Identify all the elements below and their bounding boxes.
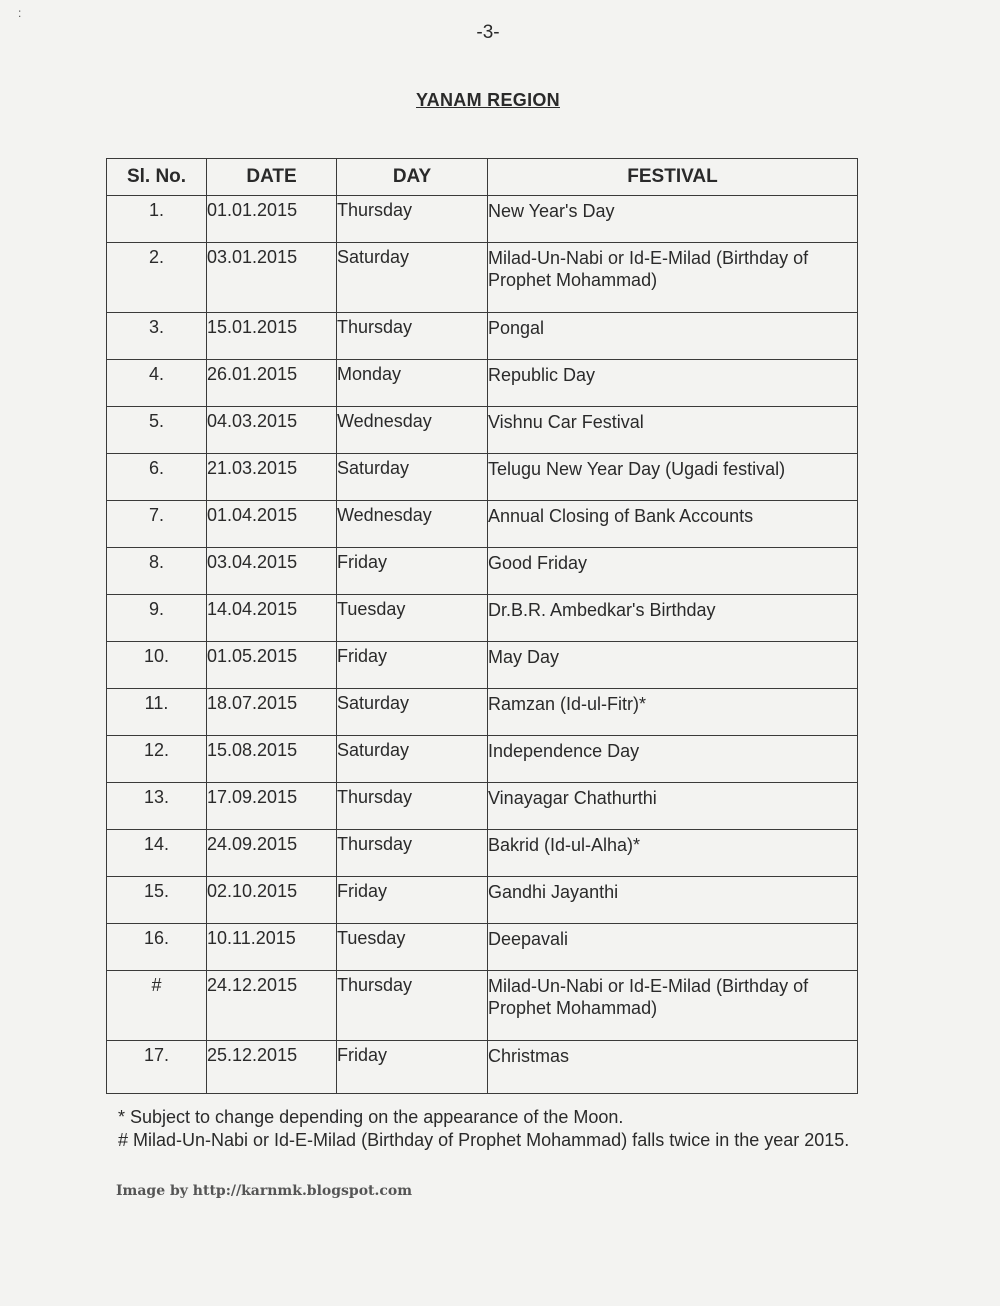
cell-festival: Vishnu Car Festival: [488, 407, 858, 454]
cell-festival: Christmas: [488, 1041, 858, 1094]
table-row: [107, 313, 858, 360]
cell-sl-no: 12.: [107, 736, 207, 783]
cell-festival: Good Friday: [488, 548, 858, 595]
cell-festival: Milad-Un-Nabi or Id-E-Milad (Birthday of Prophet Mohammad): [488, 243, 858, 313]
cell-sl-no: 7.: [107, 501, 207, 548]
cell-festival: Dr.B.R. Ambedkar's Birthday: [488, 595, 858, 642]
cell-sl-no: 15.: [107, 877, 207, 924]
cell-festival: Republic Day: [488, 360, 858, 407]
cell-festival: Annual Closing of Bank Accounts: [488, 501, 858, 548]
cell-day: Saturday: [337, 454, 488, 501]
image-credit: Image by http://karnmk.blogspot.com: [116, 1183, 413, 1199]
cell-festival: Deepavali: [488, 924, 858, 971]
footnote-asterisk: * Subject to change depending on the appearance of the Moon.: [118, 1107, 624, 1127]
cell-sl-no: 14.: [107, 830, 207, 877]
cell-date: 01.04.2015: [207, 501, 337, 548]
cell-sl-no: 17.: [107, 1041, 207, 1094]
cell-day: Wednesday: [337, 407, 488, 454]
table-row: [107, 196, 858, 243]
cell-date: 26.01.2015: [207, 360, 337, 407]
cell-festival: Independence Day: [488, 736, 858, 783]
column-header-day: DAY: [337, 159, 488, 196]
table-row: [107, 877, 858, 924]
table-row: [107, 454, 858, 501]
cell-day: Thursday: [337, 971, 488, 1041]
holiday-table: [106, 158, 858, 1094]
table-row: [107, 595, 858, 642]
column-header-date: DATE: [207, 159, 337, 196]
table-row: [107, 736, 858, 783]
table-row: [107, 243, 858, 313]
stray-mark: :: [18, 6, 22, 20]
cell-day: Friday: [337, 548, 488, 595]
cell-day: Saturday: [337, 243, 488, 313]
table-row: [107, 783, 858, 830]
cell-festival: Telugu New Year Day (Ugadi festival): [488, 454, 858, 501]
cell-day: Thursday: [337, 196, 488, 243]
cell-day: Tuesday: [337, 595, 488, 642]
table-row: [107, 971, 858, 1041]
cell-sl-no: 16.: [107, 924, 207, 971]
cell-day: Saturday: [337, 736, 488, 783]
cell-date: 24.09.2015: [207, 830, 337, 877]
cell-sl-no: 2.: [107, 243, 207, 313]
cell-date: 14.04.2015: [207, 595, 337, 642]
cell-festival: Pongal: [488, 313, 858, 360]
cell-date: 01.05.2015: [207, 642, 337, 689]
cell-day: Friday: [337, 642, 488, 689]
table-row: [107, 548, 858, 595]
cell-festival: Vinayagar Chathurthi: [488, 783, 858, 830]
cell-sl-no: 5.: [107, 407, 207, 454]
cell-sl-no: 9.: [107, 595, 207, 642]
cell-sl-no: 4.: [107, 360, 207, 407]
table-row: [107, 689, 858, 736]
cell-sl-no: 3.: [107, 313, 207, 360]
cell-festival: May Day: [488, 642, 858, 689]
cell-date: 01.01.2015: [207, 196, 337, 243]
cell-festival: Milad-Un-Nabi or Id-E-Milad (Birthday of Prophet Mohammad): [488, 971, 858, 1041]
cell-day: Monday: [337, 360, 488, 407]
cell-festival: Gandhi Jayanthi: [488, 877, 858, 924]
footnote-hash: # Milad-Un-Nabi or Id-E-Milad (Birthday of Prophet Mohammad) falls twice in the year 2015.: [118, 1130, 850, 1150]
table-row: [107, 360, 858, 407]
cell-day: Thursday: [337, 830, 488, 877]
cell-day: Friday: [337, 877, 488, 924]
table-body: [107, 196, 858, 1094]
cell-sl-no: 13.: [107, 783, 207, 830]
cell-date: 10.11.2015: [207, 924, 337, 971]
table-row: [107, 830, 858, 877]
column-header-sl-no: Sl. No.: [107, 159, 207, 196]
cell-date: 21.03.2015: [207, 454, 337, 501]
cell-day: Thursday: [337, 313, 488, 360]
cell-sl-no: #: [107, 971, 207, 1041]
cell-sl-no: 11.: [107, 689, 207, 736]
cell-date: 24.12.2015: [207, 971, 337, 1041]
column-header-festival: FESTIVAL: [488, 159, 858, 196]
table-header-row: [107, 159, 858, 196]
cell-day: Tuesday: [337, 924, 488, 971]
cell-sl-no: 6.: [107, 454, 207, 501]
cell-date: 18.07.2015: [207, 689, 337, 736]
cell-sl-no: 1.: [107, 196, 207, 243]
cell-festival: Bakrid (Id-ul-Alha)*: [488, 830, 858, 877]
table-row: [107, 1041, 858, 1094]
cell-sl-no: 8.: [107, 548, 207, 595]
cell-date: 25.12.2015: [207, 1041, 337, 1094]
cell-date: 03.04.2015: [207, 548, 337, 595]
cell-date: 15.01.2015: [207, 313, 337, 360]
cell-date: 04.03.2015: [207, 407, 337, 454]
page-title: YANAM REGION: [416, 90, 560, 110]
cell-date: 15.08.2015: [207, 736, 337, 783]
table-row: [107, 642, 858, 689]
cell-day: Wednesday: [337, 501, 488, 548]
cell-day: Saturday: [337, 689, 488, 736]
cell-festival: New Year's Day: [488, 196, 858, 243]
cell-date: 03.01.2015: [207, 243, 337, 313]
cell-day: Friday: [337, 1041, 488, 1094]
table-row: [107, 924, 858, 971]
cell-festival: Ramzan (Id-ul-Fitr)*: [488, 689, 858, 736]
table-row: [107, 501, 858, 548]
page-number: -3-: [476, 22, 500, 43]
footnotes: [118, 1106, 908, 1152]
cell-sl-no: 10.: [107, 642, 207, 689]
cell-date: 17.09.2015: [207, 783, 337, 830]
table-row: [107, 407, 858, 454]
cell-day: Thursday: [337, 783, 488, 830]
cell-date: 02.10.2015: [207, 877, 337, 924]
